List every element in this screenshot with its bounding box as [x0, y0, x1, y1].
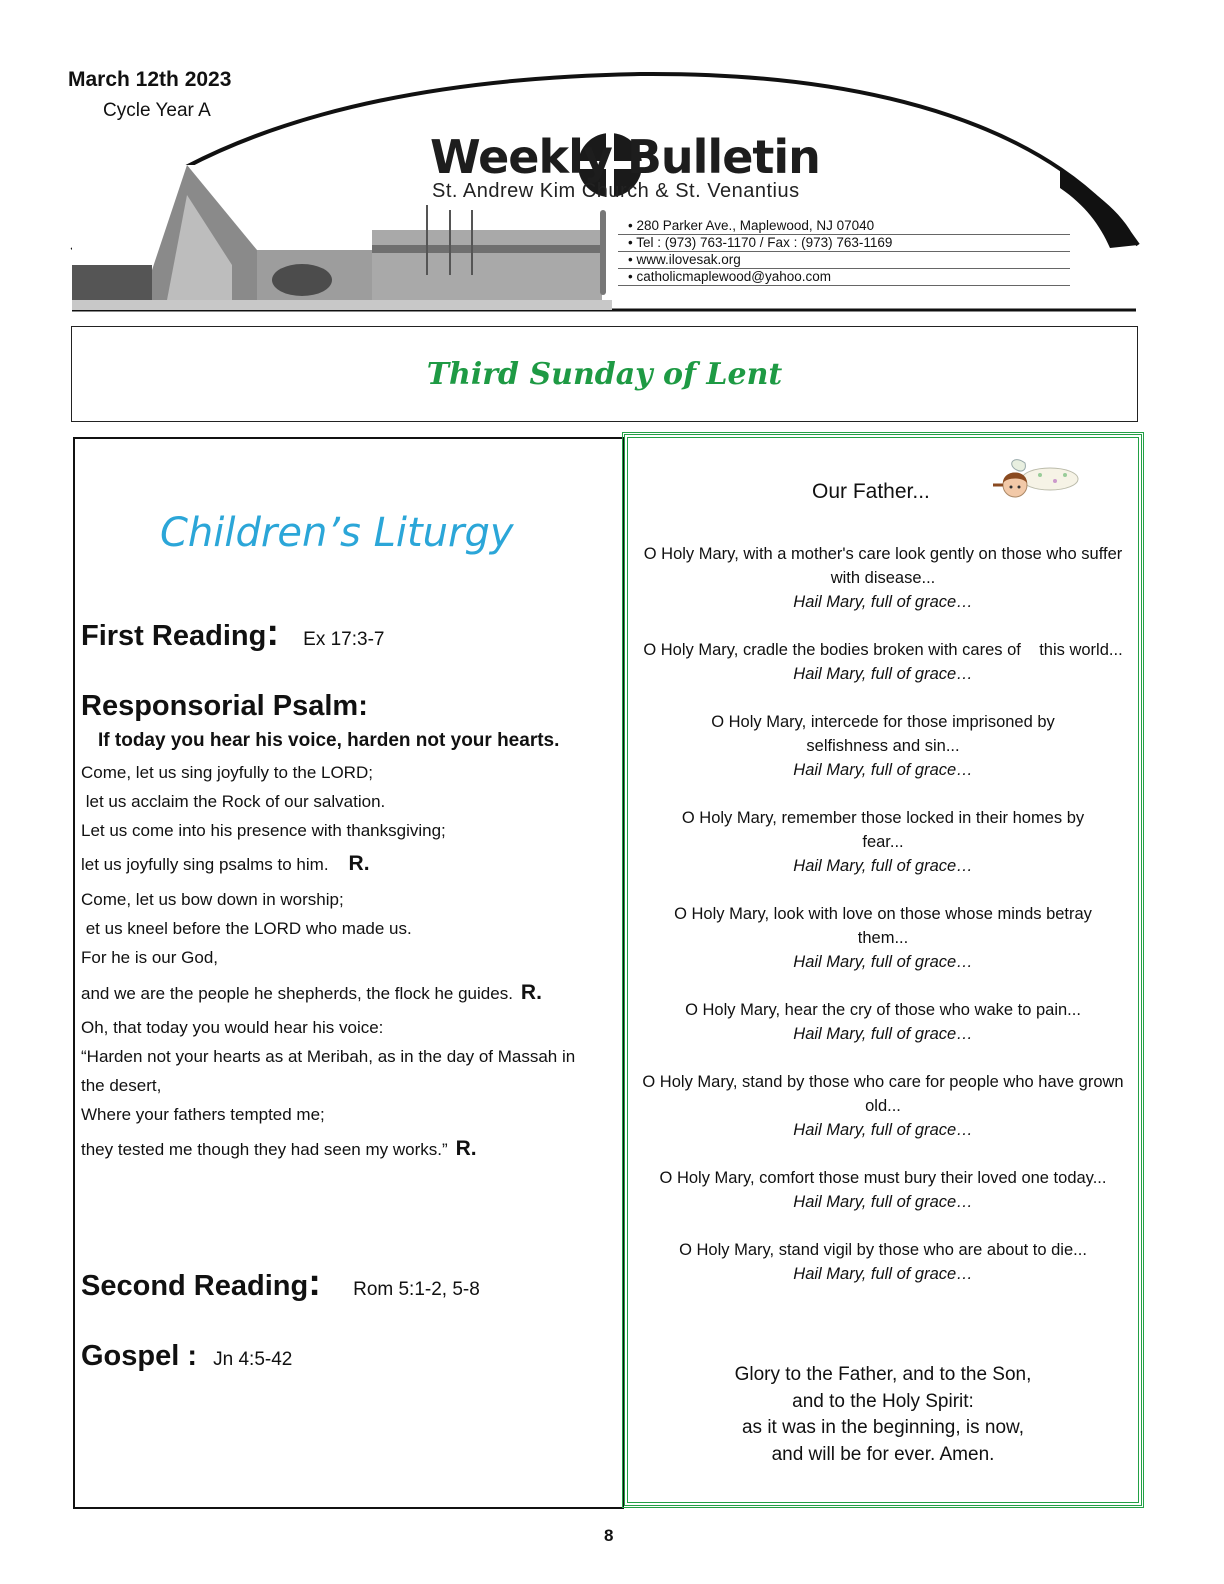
petition [632, 902, 1134, 974]
psalm-line: let us acclaim the Rock of our salvation. [81, 792, 386, 811]
gospel [81, 1340, 292, 1373]
cycle-year: Cycle Year A [103, 100, 211, 121]
contact-address: • 280 Parker Ave., Maplewood, NJ 07040 [618, 218, 1070, 235]
petition-text: O Holy Mary, cradle the bodies broken with cares of this world... [643, 641, 1123, 659]
response-mark: R. [348, 852, 370, 875]
psalm-line: et us kneel before the LORD who made us. [81, 919, 412, 938]
contact-divider [600, 210, 606, 295]
psalm-line: For he is our God, [81, 948, 219, 967]
bulletin-subtitle: St. Andrew Kim Church & St. Venantius [432, 180, 800, 202]
psalm-line-text: they tested me though they had seen my works.” [81, 1140, 448, 1159]
angel-illustration-icon [985, 455, 1085, 505]
first-reading-ref: Ex 17:3-7 [303, 629, 385, 650]
petition-text: O Holy Mary, comfort those must bury their loved one today... [659, 1169, 1107, 1187]
petition [632, 542, 1134, 614]
petition-text: O Holy Mary, intercede for those imprisoned by selfishness and sin... [711, 713, 1055, 755]
psalm-line: Oh, that today you would hear his voice: [81, 1018, 384, 1037]
petition-response: Hail Mary, full of grace… [793, 1121, 973, 1139]
doxology [632, 1362, 1134, 1468]
petition-response: Hail Mary, full of grace… [793, 953, 973, 971]
second-reading-ref: Rom 5:1-2, 5-8 [353, 1279, 480, 1300]
petition [632, 1070, 1134, 1142]
second-reading-label: Second Reading [81, 1270, 309, 1302]
psalm-title: Responsorial Psalm: [81, 690, 368, 722]
psalm-line: Come, let us bow down in worship; [81, 890, 344, 909]
petition-response: Hail Mary, full of grace… [793, 1193, 973, 1211]
petition-text: O Holy Mary, remember those locked in their homes by fear... [681, 809, 1085, 851]
petition [632, 1238, 1134, 1286]
petition-text: O Holy Mary, with a mother's care look gently on those who suffer with disease... [643, 545, 1123, 587]
lent-title: Third Sunday of Lent [426, 356, 783, 392]
petition-text: O Holy Mary, look with love on those whose minds betray them... [674, 905, 1092, 947]
petition-response: Hail Mary, full of grace… [793, 665, 973, 683]
page-number: 8 [604, 1526, 614, 1545]
gospel-label: Gospel : [81, 1340, 198, 1372]
first-reading-label: First Reading [81, 620, 267, 652]
gospel-ref: Jn 4:5-42 [213, 1349, 293, 1370]
doxology-line: as it was in the beginning, is now, [741, 1417, 1024, 1438]
doxology-line: Glory to the Father, and to the Son, [734, 1364, 1032, 1385]
contact-block [618, 218, 1070, 286]
liturgy-title: Children’s Liturgy [160, 510, 514, 556]
contact-email[interactable]: • catholicmaplewood@yahoo.com [618, 269, 1070, 286]
bulletin-date: March 12th 2023 [68, 68, 232, 91]
petition-response: Hail Mary, full of grace… [793, 593, 973, 611]
psalm-refrain: If today you hear his voice, harden not your hearts. [98, 730, 560, 751]
petition-response: Hail Mary, full of grace… [793, 857, 973, 875]
petition [632, 1166, 1134, 1214]
petition [632, 710, 1134, 782]
lent-banner [71, 326, 1138, 422]
petition-response: Hail Mary, full of grace… [793, 1265, 973, 1283]
psalm-line-text: and we are the people he shepherds, the flock he guides. [81, 984, 513, 1003]
doxology-line: and to the Holy Spirit: [792, 1390, 974, 1412]
doxology-line: and will be for ever. Amen. [771, 1443, 995, 1465]
second-reading: Second Reading: Rom 5:1-2, 5-8 [81, 1262, 480, 1304]
petition-text: O Holy Mary, stand vigil by those who are about to die... [679, 1241, 1087, 1259]
petition [632, 806, 1134, 878]
response-mark: R. [455, 1137, 477, 1160]
psalm-line: Come, let us sing joyfully to the LORD; [81, 763, 373, 782]
psalm-line [81, 852, 370, 876]
contact-phone: • Tel : (973) 763-1170 / Fax : (973) 763-1169 [618, 235, 1070, 252]
psalm-line-text: let us joyfully sing psalms to him. [81, 855, 329, 874]
psalm-line: the desert, [81, 1076, 162, 1095]
psalm-line: Where your fathers tempted me; [81, 1105, 325, 1124]
response-mark: R. [520, 981, 542, 1004]
prayer-title: Our Father... [812, 480, 930, 503]
psalm-line [81, 1137, 477, 1161]
psalm-line [81, 981, 542, 1005]
petition [632, 638, 1134, 686]
prayer-list [632, 542, 1134, 1310]
petition-response: Hail Mary, full of grace… [793, 761, 973, 779]
petition-text: O Holy Mary, hear the cry of those who wake to pain... [685, 1001, 1081, 1019]
petition [632, 998, 1134, 1046]
petition-text: O Holy Mary, stand by those who care for people who have grown old... [642, 1073, 1124, 1115]
psalm-line: “Harden not your hearts as at Meribah, as in the day of Massah in [81, 1047, 576, 1066]
first-reading: First Reading: Ex 17:3-7 [81, 612, 385, 654]
psalm-line: Let us come into his presence with thanksgiving; [81, 821, 446, 840]
petition-response: Hail Mary, full of grace… [793, 1025, 973, 1043]
contact-website[interactable]: • www.ilovesak.org [618, 252, 1070, 269]
bulletin-title: Weekly Bulletin [430, 130, 820, 184]
